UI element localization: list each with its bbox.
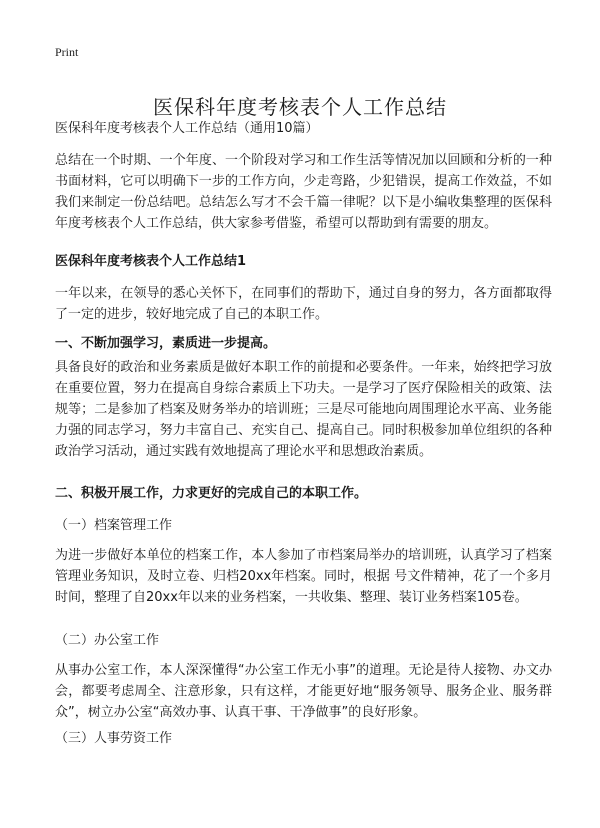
- intro-paragraph: 总结在一个时期、一个年度、一个阶段对学习和工作生活等情况加以回顾和分析的一种书面材料，它可以明确下一步的工作方向，少走弯路，少犯错误，提高工作效益，不如我们来制定一份总结吧。总结怎么写才不会千篇一律呢？以下是小编收集整理的医保科年度考核表个人工作总结，供大家参考借鉴，希望可以帮助到有需要的朋友。: [55, 153, 552, 231]
- section-heading: 医保科年度考核表个人工作总结1: [55, 254, 247, 269]
- subtitle: 医保科年度考核表个人工作总结（通用10篇）: [55, 121, 319, 136]
- body-paragraph: 具备良好的政治和业务素质是做好本职工作的前提和必要条件。一年来，始终把学习放在重要位置，努力在提高自身综合素质上下功夫。一是学习了医疗保险相关的政策、法规等；二是参加了档案及财务举办的培训班；三是尽可能地向周围理论水平高、业务能力强的同志学习，努力丰富自己、充实自己、提高自己。同时积极参加单位组织的各种政治学习活动，通过实践有效地提高了理论水平和思想政治素质。: [55, 360, 552, 459]
- sub-item-heading: （一）档案管理工作: [55, 518, 173, 533]
- sub-item-heading: （二）办公室工作: [55, 633, 160, 648]
- page-title: 医保科年度考核表个人工作总结: [153, 95, 447, 120]
- body-paragraph: 一年以来，在领导的悉心关怀下，在同事们的帮助下，通过自身的努力，各方面都取得了一定的进步，较好地完成了自己的本职工作。: [55, 286, 552, 322]
- sub-item-heading: （三）人事劳资工作: [55, 731, 173, 746]
- print-label: Print: [55, 45, 79, 59]
- body-paragraph: 为进一步做好本单位的档案工作，本人参加了市档案局举办的培训班，认真学习了档案管理业务知识，及时立卷、归档20xx年档案。同时，根据 号文件精神，花了一个多月时间，整理了自20xx年以来的业务档案，一共收集、整理、装订业务档案105卷。: [55, 548, 552, 605]
- subsection-heading: 一、不断加强学习，素质进一步提高。: [55, 336, 277, 351]
- body-paragraph: 从事办公室工作，本人深深懂得“办公室工作无小事”的道理。无论是待人接物、办文办会，都要考虑周全、注意形象，只有这样，才能更好地“服务领导、服务企业、服务群众”，树立办公室“高效办事、认真干事、干净做事”的良好形象。: [55, 663, 552, 720]
- subsection-heading: 二、积极开展工作，力求更好的完成自己的本职工作。: [55, 486, 368, 501]
